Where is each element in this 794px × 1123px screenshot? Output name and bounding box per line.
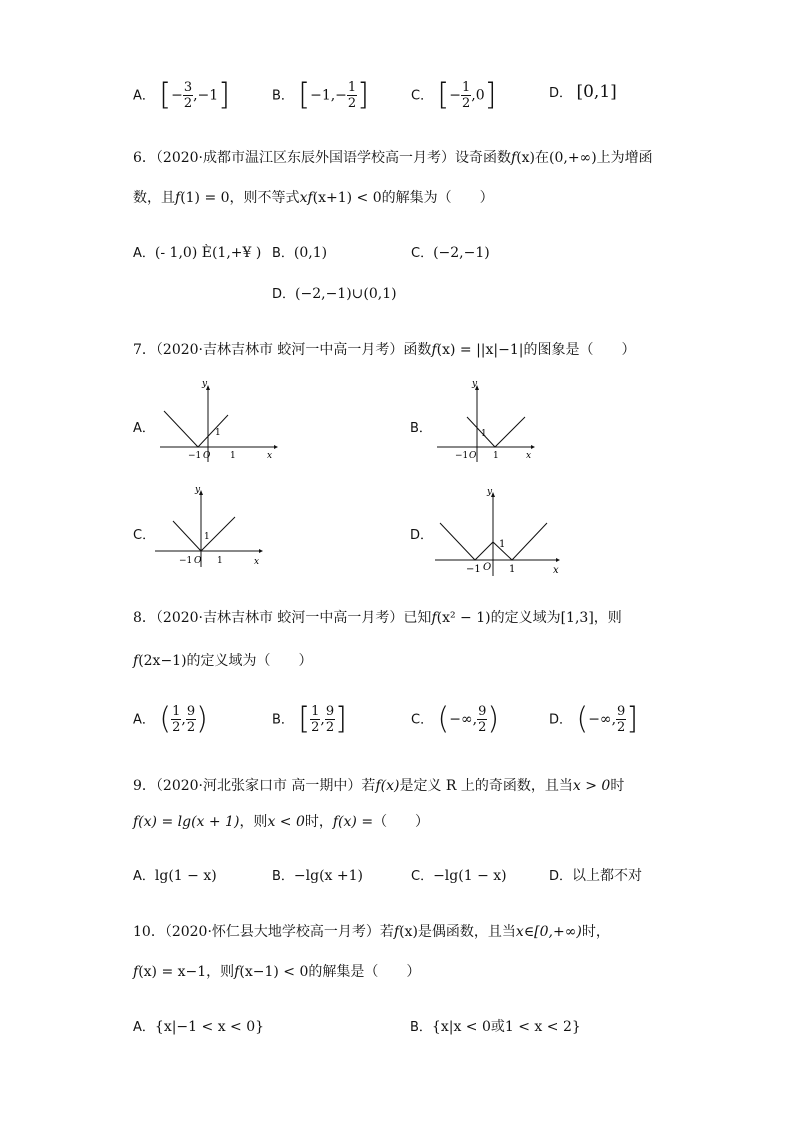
q6-stem-line1: 6．（2020·成都市温江区东辰外国语学校高一月考）设奇函数f(x)在(0,+∞)上为增函 [133,150,653,166]
q6-option-a[interactable] [133,243,261,264]
option-value: (- 1,0) È(1,+¥ ) [154,245,262,261]
option-label: B． [272,712,294,728]
q6-option-b[interactable] [272,243,327,264]
tick-label: −1 [455,451,469,461]
x-label: x [254,557,260,567]
q8-option-b[interactable]: B． [ $\frac{1}{2}$ , $\frac{9}{2}$ ] [272,701,347,737]
option-label: A． [133,1020,155,1035]
option-value: lg(1 − x) [154,868,217,884]
q5-option-c[interactable] [411,77,497,113]
option-label: B． [410,1020,432,1035]
first: −1,− [310,87,347,104]
minus: − [171,87,183,104]
q8-option-d[interactable] [549,701,639,737]
rest: ,0 [471,87,485,104]
tick-label: 1 [217,556,223,566]
option-label: D． [549,869,573,884]
first: −∞, [449,711,478,728]
option-label: C． [411,88,434,104]
tick-label: −1 [466,564,481,575]
q9-option-b[interactable] [272,866,363,887]
option-label: A． [133,246,155,261]
option-label: C． [411,712,434,728]
option-value: (−2,−1)∪(0,1) [295,286,397,302]
q5-option-d[interactable] [549,82,617,104]
q7-option-a[interactable]: A． [133,421,155,436]
q10-option-a[interactable] [133,1017,264,1038]
q10-stem-line1: 10．（2020·怀仁县大地学校高一月考）若f(x)是偶函数，且当x∈[0,+∞)时， [133,924,610,940]
option-label: B． [272,869,294,884]
tick-label: −1 [179,556,193,566]
bracket: [ [298,77,311,113]
tick-label: 1 [509,564,516,575]
q10-stem-line2: f(x) = x−1，则f(x−1) < 0的解集是（ ） [133,964,421,980]
option-value: −lg(1 − x) [433,868,507,884]
option-label: A． [133,712,155,728]
tick-label: −1 [188,451,202,461]
option-value: 以上都不对 [572,868,643,884]
q8-stem-line2: f(2x−1)的定义域为（ ） [133,653,313,669]
x-axis-arrow-icon [556,558,560,562]
q6-option-c[interactable] [411,243,490,264]
bracket: ( [437,701,450,737]
q7-option-b[interactable]: B． [410,421,432,436]
x-axis-arrow-icon [274,445,278,449]
option-value: (−2,−1) [433,245,490,261]
rest: ,−1 [193,87,219,104]
option-label: A． [133,869,155,884]
option-label: D． [549,712,573,728]
option-label: B． [272,246,294,261]
q7-option-c[interactable]: C． [133,528,156,543]
x-axis-arrow-icon [531,445,535,449]
q5-option-a[interactable] [133,77,230,113]
fraction: $\frac{1}{2}$ [172,704,181,735]
y-label: y [487,487,493,497]
bracket: [ [437,77,450,113]
fraction: $\frac{9}{2}$ [617,704,626,735]
option-label: D． [549,86,573,101]
q9-stem-line1: 9．（2020·河北张家口市 高一期中）若f(x)是定义 R 上的奇函数，且当x > 0时 [133,778,625,794]
q5-option-b[interactable] [272,77,369,113]
y-label: y [472,379,478,389]
tick-label: 1 [204,532,210,542]
q7-graph-d[interactable] [435,485,565,577]
q9-option-a[interactable] [133,866,217,887]
bracket: ] [626,701,639,737]
bracket: [ [159,77,172,113]
fraction: $\frac{1}{2}$ [311,704,320,735]
x-label: x [553,565,559,576]
q7-graph-a[interactable] [160,378,280,463]
bracket: [ [298,701,311,737]
y-label: y [195,485,201,495]
first: −∞, [588,711,617,728]
option-value: [0,1] [576,82,617,102]
option-label: C． [411,246,434,261]
q9-option-c[interactable] [411,866,507,887]
origin-label: O [194,556,202,566]
bracket: ] [484,77,497,113]
fraction: $\frac{3}{2}$ [183,80,193,111]
option-label: C． [411,869,434,884]
bracket: ] [335,701,347,737]
q9-option-d[interactable] [549,866,642,887]
option-value: −lg(x +1) [293,868,363,884]
origin-label: O [483,562,492,573]
tick-label: 1 [481,429,487,439]
q6-stem-line2: 数，且f(1) = 0，则不等式xf(x+1) < 0的解集为（ ） [133,190,494,206]
option-value: {x|x < 0或1 < x < 2} [431,1019,581,1035]
q9-stem-line2: f(x) = lg(x + 1)，则x < 0时，f(x) =（ ） [133,814,430,830]
option-value: {x|−1 < x < 0} [154,1019,265,1035]
option-value: (0,1) [293,245,328,261]
option-label: A． [133,88,155,104]
bracket: ) [196,701,208,737]
option-label: B． [272,88,294,104]
bracket: ] [218,77,230,113]
fraction: $\frac{9}{2}$ [325,704,335,735]
tick-label: 1 [215,428,221,438]
bracket: ) [487,701,500,737]
bracket: ( [576,701,589,737]
origin-label: O [469,451,477,461]
x-label: x [526,451,532,461]
y-label: y [202,379,208,389]
q7-graph-c[interactable] [155,485,265,570]
tick-label: 1 [499,539,506,550]
fraction: $\frac{1}{2}$ [461,80,471,111]
tick-label: 1 [230,451,236,461]
option-label: D． [272,287,296,302]
q6-option-d[interactable] [272,284,397,305]
bracket: ] [357,77,369,113]
q7-option-d[interactable]: D． [410,528,434,543]
fraction: $\frac{9}{2}$ [186,704,196,735]
bracket: ( [159,701,172,737]
tick-label: 1 [493,451,499,461]
x-axis-arrow-icon [259,549,263,553]
q7-graph-b[interactable] [437,378,537,463]
q8-stem-line1: 8．（2020·吉林吉林市 蛟河一中高一月考）已知f(x² − 1)的定义域为[1,3]，则 [133,610,622,626]
origin-label: O [203,451,211,461]
fraction: $\frac{1}{2}$ [347,80,357,111]
minus: − [449,87,461,104]
x-label: x [267,451,273,461]
graph-curve [467,417,525,447]
q8-option-a[interactable]: A． ( $\frac{1}{2}$ , $\frac{9}{2}$ ) [133,701,208,737]
q8-option-c[interactable] [411,701,500,737]
fraction: $\frac{9}{2}$ [478,704,487,735]
q10-option-b[interactable] [410,1017,581,1038]
q7-stem: 7．（2020·吉林吉林市 蛟河一中高一月考）函数f(x) = ||x|−1|的图象是（ ） [133,342,636,358]
